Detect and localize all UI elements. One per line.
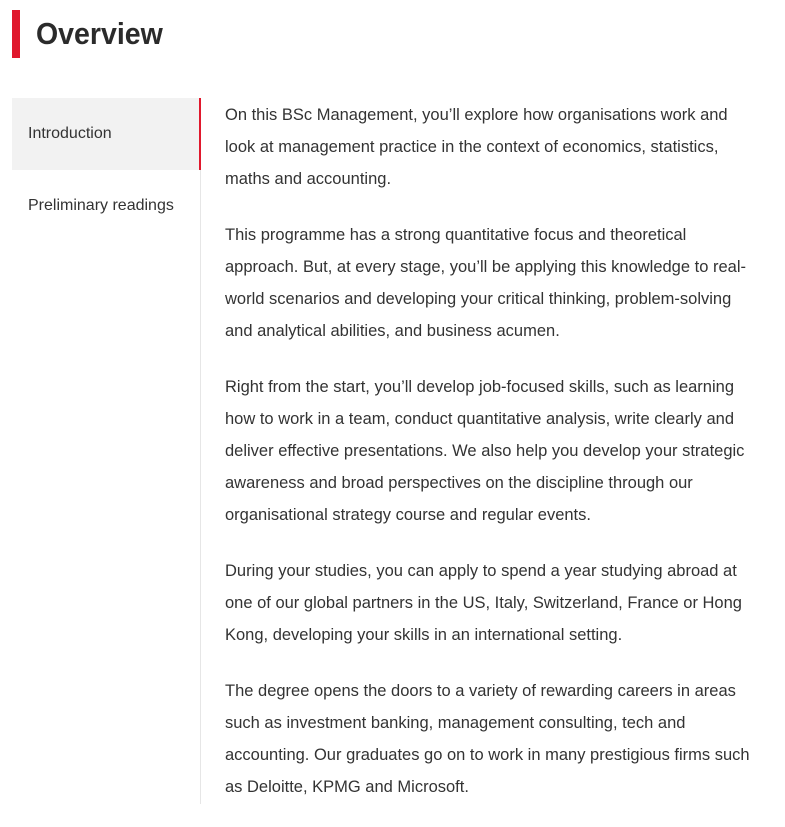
sidebar-nav [12,98,201,804]
sidebar-item-label: Preliminary readings [28,197,174,214]
section-header [12,10,174,58]
intro-content [225,99,760,827]
sidebar-item-introduction[interactable] [12,98,201,170]
paragraph-quantitative-focus: This programme has a strong quantitative focus and theoretical approach. But, at every stage, you’ll be applying this knowledge to real-world scenarios and developing your critical thinking, problem-solving and analytical abilities, and business acumen. [225,226,746,340]
paragraph-study-abroad: During your studies, you can apply to spend a year studying abroad at one of our global partners in the US, Italy, Switzerland, France or Hong Kong, developing your skills in an international setting. [225,562,742,644]
page-title: Overview [36,16,163,51]
header-accent-bar [12,10,20,58]
paragraph-job-skills: Right from the start, you’ll develop job-focused skills, such as learning how to work in a team, conduct quantitative analysis, write clearly and deliver effective presentations. We also help you develop your strategic awareness and broad perspectives on the discipline through our organisational strategy course and regular events. [225,378,745,524]
paragraph-careers: The degree opens the doors to a variety of rewarding careers in areas such as investment banking, management consulting, tech and accounting. Our graduates go on to work in many prestigious firms such as Deloitte, KPMG and Microsoft. [225,682,750,796]
sidebar-item-label: Introduction [28,125,112,142]
paragraph-overview: On this BSc Management, you’ll explore how organisations work and look at management practice in the context of economics, statistics, maths and accounting. [225,106,728,188]
sidebar-item-preliminary-readings[interactable] [12,170,200,242]
